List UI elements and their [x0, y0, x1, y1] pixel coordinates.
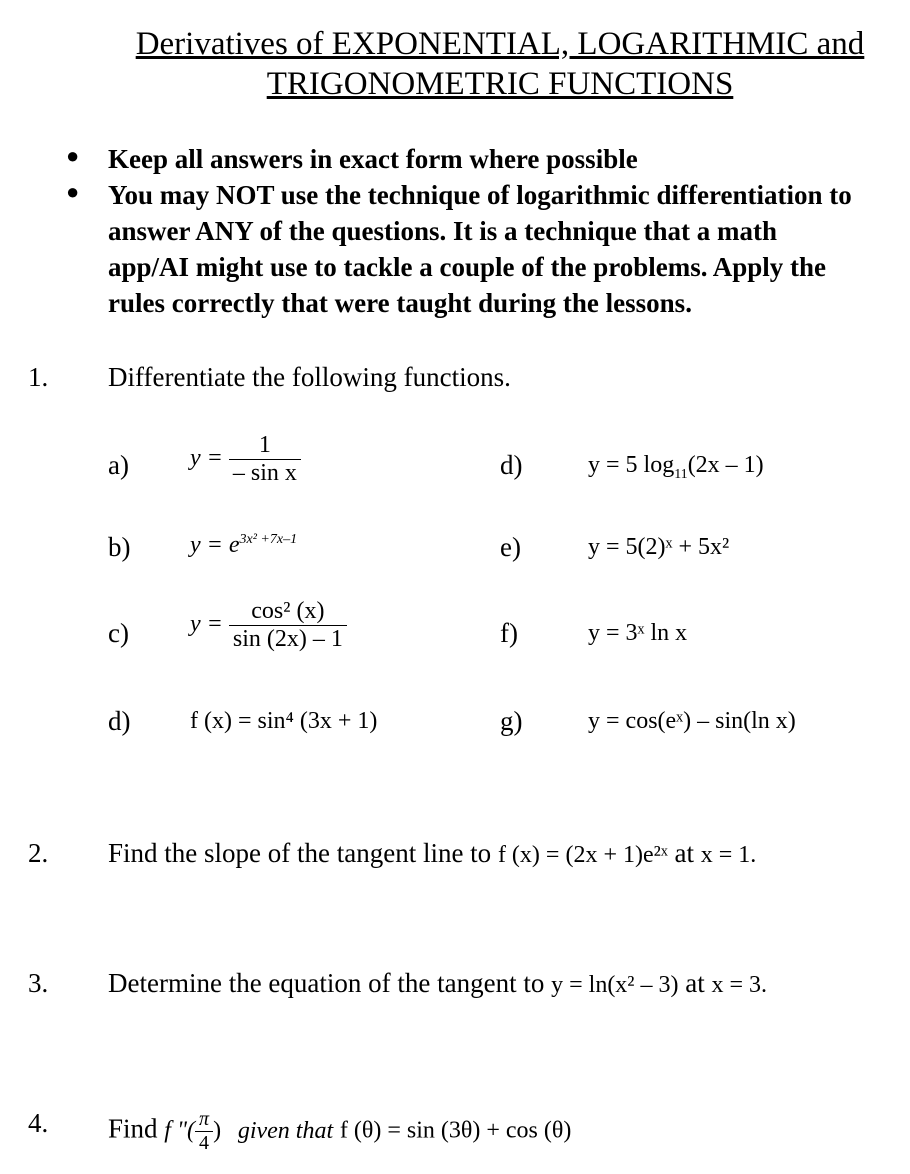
q1d2-tail: (2x – 1) [687, 452, 764, 478]
q3-expression: y = ln(x² – 3) [551, 972, 679, 998]
bullet-2-line-1: You may NOT use the technique of logarithmic differentiation to [108, 180, 852, 210]
q1f-expression: y = 3ˣ ln x [588, 620, 688, 646]
bullet-2-line-2: answer ANY of the questions. It is a technique that a math [108, 216, 778, 246]
q2-expression: f (x) = (2x + 1)e²ˣ [497, 842, 668, 868]
q4-number: 4. [28, 1108, 49, 1138]
bullet-dot-2: ● [66, 179, 80, 204]
q1c-numerator: cos² (x) [251, 598, 325, 624]
bullet-dot-1: ● [66, 143, 80, 168]
q1g-label: g) [500, 706, 523, 736]
q1-number: 1. [28, 362, 49, 392]
q4-fprime: f "( [164, 1117, 196, 1144]
q1a-expression [190, 432, 301, 487]
title-line-2: TRIGONOMETRIC FUNCTIONS [266, 66, 734, 102]
q3-text: Determine the equation of the tangent to [108, 968, 545, 998]
q2-text: Find the slope of the tangent line to [108, 838, 492, 868]
q1c-denominator: sin (2x) – 1 [229, 625, 347, 653]
q1-text: Differentiate the following functions. [108, 362, 511, 392]
q4-expression: f (θ) = sin (3θ) + cos (θ) [339, 1117, 572, 1144]
q1b-lhs: y = e [190, 532, 240, 558]
q1d2-main: y = 5 log [588, 452, 675, 478]
q1a-label: a) [108, 450, 129, 480]
q1d-expression: f (x) = sin⁴ (3x + 1) [190, 708, 378, 734]
q1c-expression [190, 598, 347, 653]
q1g-expression: y = cos(eˣ) – sin(ln x) [588, 708, 796, 734]
q1d2-label: d) [500, 450, 523, 480]
q3-at-value: x = 3. [711, 972, 768, 998]
q3-number: 3. [28, 968, 49, 998]
bullet-2-line-4: rules correctly that were taught during the lessons. [108, 288, 692, 318]
bullet-2-line-3: app/AI might use to tackle a couple of the problems. Apply the [108, 252, 827, 282]
q1d2-base: 11 [674, 466, 688, 482]
q1f-label: f) [500, 618, 518, 648]
q1a-lhs: y = [190, 445, 223, 472]
q1e-label: e) [500, 532, 521, 562]
q1c-fraction [229, 598, 347, 653]
bullet-1-text: Keep all answers in exact form where possible [108, 144, 638, 174]
q4-pi: π [199, 1108, 210, 1130]
q1d-label: d) [108, 706, 131, 736]
q1b-exponent: 3x² +7x–1 [239, 532, 298, 547]
q1c-lhs: y = [190, 611, 223, 638]
q1c-label: c) [108, 618, 129, 648]
q1b-expression [190, 532, 297, 559]
q2-at: at [674, 838, 695, 868]
q2-at-value: x = 1. [700, 842, 757, 868]
q3-text-line [108, 968, 767, 999]
q1a-denominator: – sin x [229, 459, 301, 487]
q1b-label: b) [108, 532, 131, 562]
q4-given: given that [237, 1117, 334, 1144]
title-line-1: Derivatives of EXPONENTIAL, LOGARITHMIC and [135, 26, 865, 62]
q1d2-expression [588, 452, 764, 483]
q2-text-line [108, 838, 756, 869]
q4-close-paren: ) [213, 1117, 222, 1144]
q3-at: at [685, 968, 705, 998]
q1a-numerator: 1 [258, 432, 271, 458]
q4-text-line [108, 1108, 571, 1155]
q4-find: Find [108, 1113, 158, 1144]
q4-pi-over-4 [195, 1108, 213, 1155]
q1e-expression: y = 5(2)ˣ + 5x² [588, 534, 730, 560]
q2-number: 2. [28, 838, 49, 868]
q4-four: 4 [195, 1131, 213, 1155]
q1a-fraction [229, 432, 301, 487]
